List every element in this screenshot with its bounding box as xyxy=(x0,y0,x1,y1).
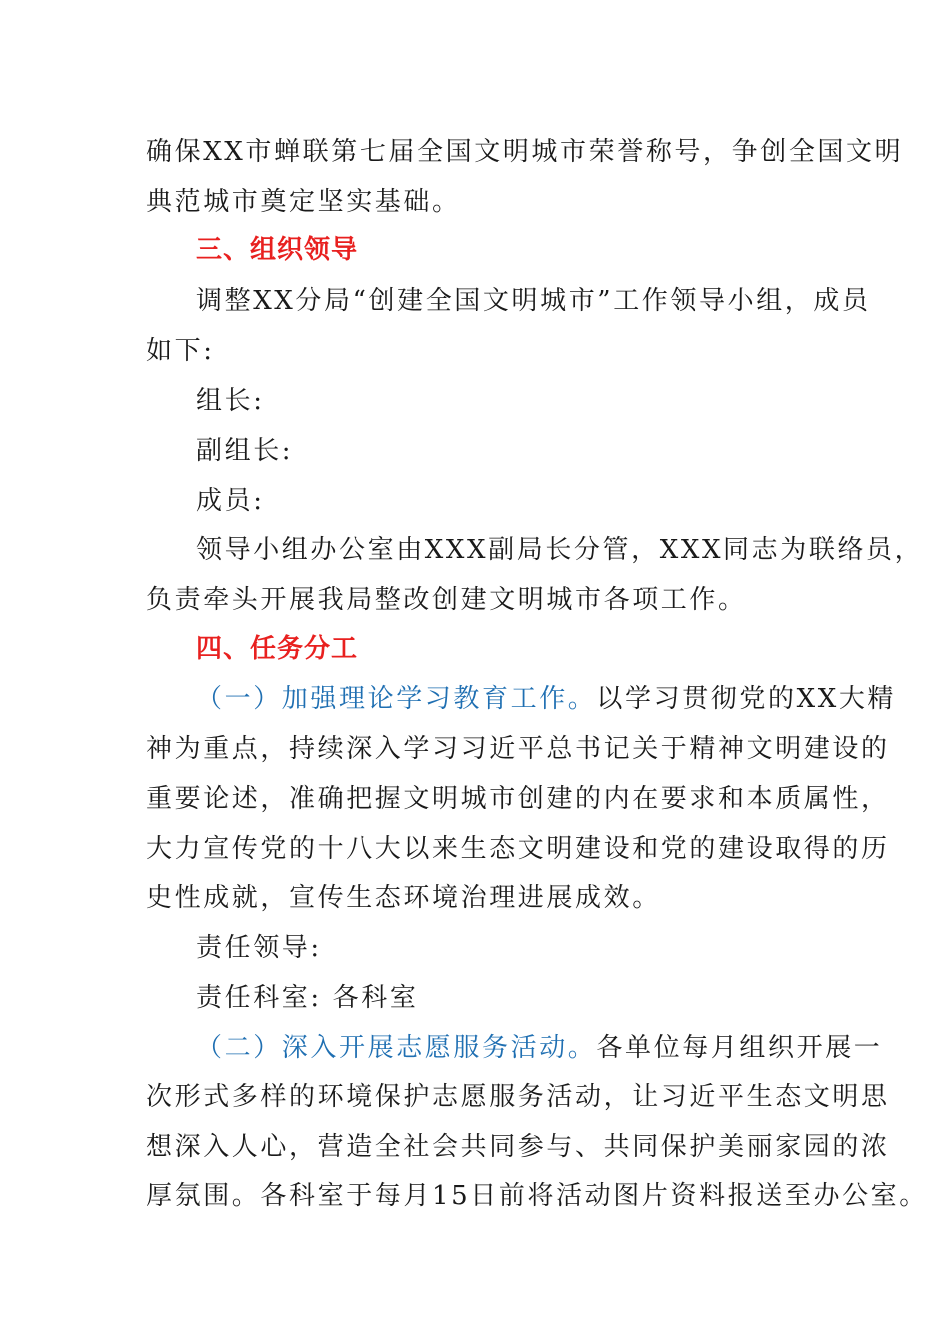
members-label: 成员: xyxy=(196,486,265,516)
paragraph-line: 厚氛围。各科室于每月15日前将活动图片资料报送至办公室。 xyxy=(146,1181,928,1211)
paragraph-line: 史性成就，宣传生态环境治理进展成效。 xyxy=(146,883,661,913)
task-item-2-text: 各单位每月组织开展一 xyxy=(596,1033,883,1063)
task-item-1-title: （一）加强理论学习教育工作。 xyxy=(196,684,597,714)
paragraph-line: 想深入人心，营造全社会共同参与、共同保护美丽家园的浓 xyxy=(146,1132,890,1162)
section-heading-organization: 三、组织领导 xyxy=(196,235,359,265)
deputy-leader-label: 副组长: xyxy=(196,436,294,466)
paragraph-line: 如下: xyxy=(146,336,215,366)
section-heading-task-division: 四、任务分工 xyxy=(196,634,359,664)
paragraph-line: 次形式多样的环境保护志愿服务活动，让习近平生态文明思 xyxy=(146,1082,890,1112)
task-item-2-title: （二）深入开展志愿服务活动。 xyxy=(196,1033,597,1063)
group-leader-label: 组长: xyxy=(196,386,265,416)
paragraph-line: 确保XX市蝉联第七届全国文明城市荣誉称号，争创全国文明 xyxy=(146,137,904,167)
task-item-1-text: 以学习贯彻党的XX大精 xyxy=(596,684,897,714)
responsible-leader-label: 责任领导: xyxy=(196,933,322,963)
paragraph-line: 重要论述，准确把握文明城市创建的内在要求和本质属性， xyxy=(146,784,890,814)
paragraph-line: 调整XX分局“创建全国文明城市”工作领导小组，成员 xyxy=(196,286,871,316)
paragraph-line: 神为重点，持续深入学习习近平总书记关于精神文明建设的 xyxy=(146,734,890,764)
paragraph-line: 领导小组办公室由XXX副局长分管，XXX同志为联络员， xyxy=(196,535,924,565)
paragraph-line: 大力宣传党的十八大以来生态文明建设和党的建设取得的历 xyxy=(146,834,890,864)
paragraph-line: 典范城市奠定坚实基础。 xyxy=(146,187,461,217)
task-item-1-first-line xyxy=(196,679,897,719)
paragraph-line: 负责牵头开展我局整改创建文明城市各项工作。 xyxy=(146,585,747,615)
task-item-2-first-line xyxy=(196,1028,883,1068)
responsible-office-label: 责任科室: 各科室 xyxy=(196,983,419,1013)
